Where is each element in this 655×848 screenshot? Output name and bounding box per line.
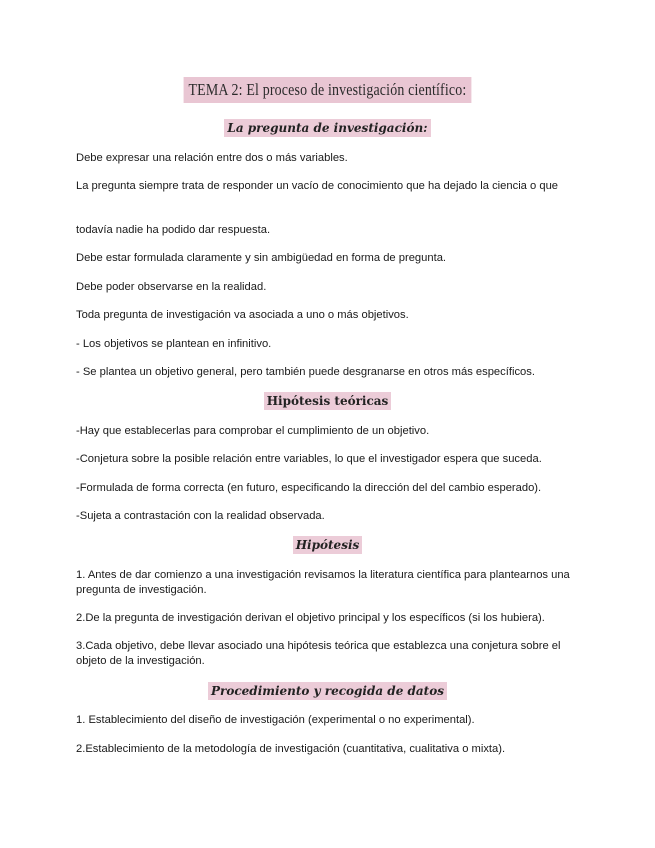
- section-heading-hipotesis: Hipótesis: [293, 536, 363, 554]
- paragraph: -Hay que establecerlas para comprobar el cumplimiento de un objetivo.: [76, 425, 430, 437]
- paragraph: -Formulada de forma correcta (en futuro, especificando la dirección del del cambio esperado).: [76, 482, 542, 494]
- page-title: TEMA 2: El proceso de investigación científico:: [184, 77, 472, 103]
- paragraph: 1. Establecimiento del diseño de investigación (experimental o no experimental).: [76, 714, 475, 726]
- paragraph: Debe expresar una relación entre dos o más variables.: [76, 152, 348, 164]
- paragraph: Debe poder observarse en la realidad.: [76, 281, 267, 293]
- section-heading-pregunta: La pregunta de investigación:: [224, 119, 430, 137]
- paragraph: todavía nadie ha podido dar respuesta.: [76, 224, 271, 236]
- section-heading-row: [0, 392, 655, 410]
- section-heading-row: [0, 119, 655, 137]
- title-row: [0, 77, 655, 103]
- paragraph: 1. Antes de dar comienzo a una investigación revisamos la literatura científica para plantearnos una pregunta de investigación.: [76, 569, 570, 596]
- paragraph: Debe estar formulada claramente y sin ambigüedad en forma de pregunta.: [76, 252, 447, 264]
- paragraph: 2.De la pregunta de investigación derivan el objetivo principal y los específicos (si los hubiera).: [76, 612, 545, 624]
- paragraph: -Conjetura sobre la posible relación entre variables, lo que el investigador espera que suceda.: [76, 453, 542, 465]
- section-heading-procedimiento: Procedimiento y recogida de datos: [208, 682, 447, 700]
- paragraph: - Se plantea un objetivo general, pero también puede desgranarse en otros más específicos.: [76, 366, 535, 378]
- paragraph: -Sujeta a contrastación con la realidad observada.: [76, 510, 325, 522]
- section-heading-row: [0, 682, 655, 700]
- paragraph: La pregunta siempre trata de responder un vacío de conocimiento que ha dejado la ciencia o que: [76, 180, 559, 192]
- paragraph: - Los objetivos se plantean en infinitivo.: [76, 338, 272, 350]
- section-heading-row: [0, 536, 655, 554]
- paragraph: 2.Establecimiento de la metodología de investigación (cuantitativa, cualitativa o mixta).: [76, 743, 506, 755]
- section-heading-hipotesis-teoricas: Hipótesis teóricas: [264, 392, 392, 410]
- paragraph: 3.Cada objetivo, debe llevar asociado una hipótesis teórica que establezca una conjetura sobre el objeto de la investigación.: [76, 640, 561, 667]
- paragraph: Toda pregunta de investigación va asociada a uno o más objetivos.: [76, 309, 409, 321]
